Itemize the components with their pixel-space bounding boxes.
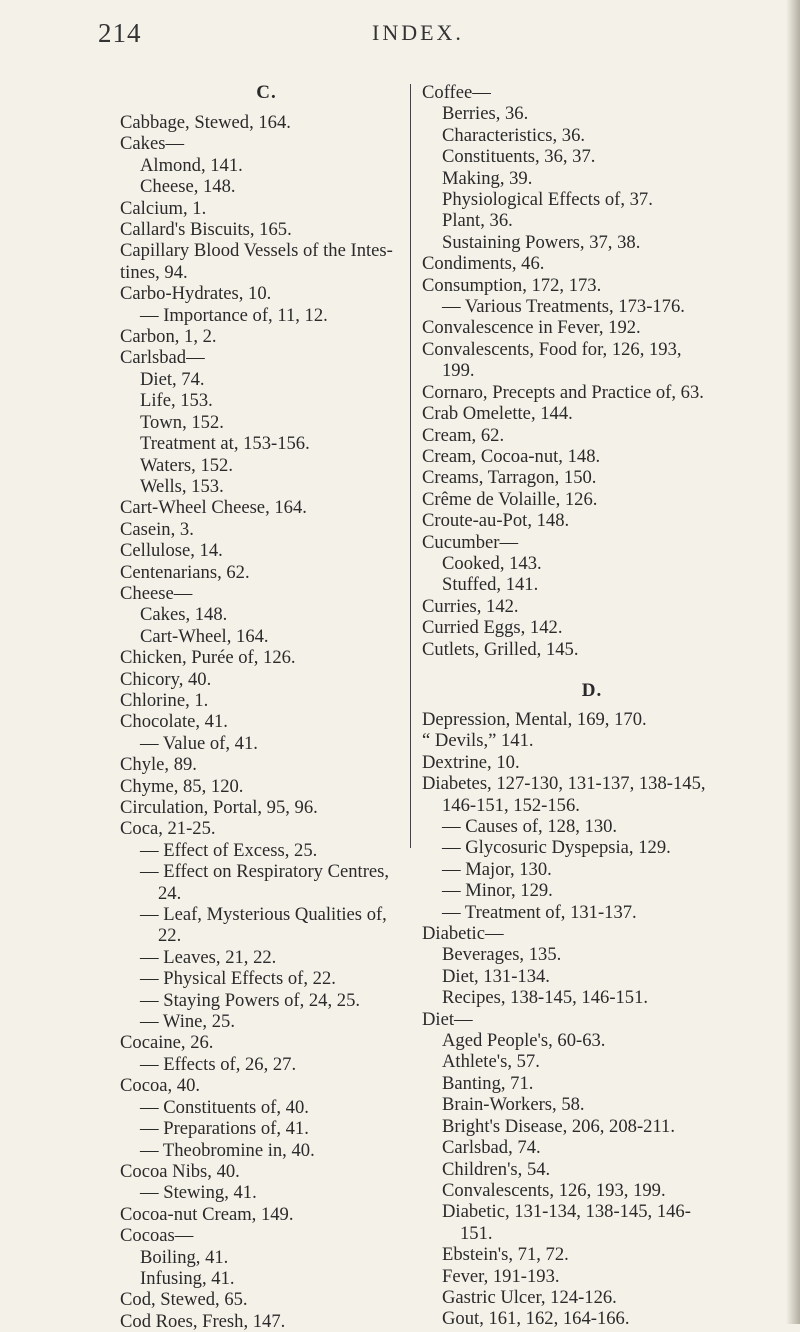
index-entry: Cellulose, 14. xyxy=(120,540,223,562)
index-entry: Constituents, 36, 37. xyxy=(442,146,596,168)
index-entry: Cocaine, 26. xyxy=(120,1032,214,1054)
index-entry: 199. xyxy=(442,360,475,382)
index-entry: Town, 152. xyxy=(140,411,224,433)
index-entry: Carlsbad— xyxy=(120,347,205,369)
index-entry: Almond, 141. xyxy=(140,154,243,176)
index-entry: Curried Eggs, 142. xyxy=(422,617,563,639)
index-entry: Convalescence in Fever, 192. xyxy=(422,317,641,339)
index-entry: Diabetes, 127-130, 131-137, 138-145, xyxy=(422,773,706,795)
index-entry: Circulation, Portal, 95, 96. xyxy=(120,797,318,818)
index-entry: Waters, 152. xyxy=(140,454,233,476)
index-entry: Calcium, 1. xyxy=(120,197,207,219)
entry-list-d xyxy=(422,709,762,1330)
index-entry: Gastric Ulcer, 124-126. xyxy=(442,1286,617,1308)
index-entry: — Physical Effects of, 22. xyxy=(140,968,336,990)
page-edge-shadow xyxy=(786,0,800,1324)
index-entry: — Effect on Respiratory Centres, xyxy=(140,861,390,883)
index-entry: Wells, 153. xyxy=(140,475,224,497)
index-entry: Crême de Volaille, 126. xyxy=(422,488,598,510)
index-entry: Carlsbad, 74. xyxy=(442,1137,541,1159)
index-entry: Carbo-Hydrates, 10. xyxy=(120,283,272,305)
index-entry: Children's, 54. xyxy=(442,1158,551,1180)
index-entry: Cocoas— xyxy=(120,1225,194,1247)
index-entry: 151. xyxy=(460,1222,493,1244)
column-divider xyxy=(410,84,411,848)
index-entry: Brain-Workers, 58. xyxy=(442,1094,585,1116)
index-entry: — Treatment of, 131-137. xyxy=(442,901,637,923)
index-entry: Coca, 21-25. xyxy=(120,818,216,840)
index-entry: Carbon, 1, 2. xyxy=(120,326,217,348)
letter-heading-d: D. xyxy=(581,679,603,701)
index-entry: Infusing, 41. xyxy=(140,1267,235,1289)
index-entry: Gout, 161, 162, 164-166. xyxy=(442,1308,630,1330)
index-entry: Characteristics, 36. xyxy=(442,124,586,146)
index-entry: Diabetic, 131-134, 138-145, 146- xyxy=(442,1201,691,1223)
index-entry: Cocoa Nibs, 40. xyxy=(120,1160,240,1182)
index-entry: Cakes, 148. xyxy=(140,604,228,626)
index-entry: Cocoa, 40. xyxy=(120,1075,201,1097)
index-entry: Cod Roes, Fresh, 147. xyxy=(120,1310,286,1332)
index-entry: Chlorine, 1. xyxy=(120,689,209,711)
running-title: INDEX. xyxy=(372,20,464,45)
index-entry: Cabbage, Stewed, 164. xyxy=(120,112,291,133)
index-entry: tines, 94. xyxy=(120,261,188,283)
index-entry: 24. xyxy=(158,882,182,904)
index-entry: Croute-au-Pot, 148. xyxy=(422,510,570,532)
index-entry: Life, 153. xyxy=(140,390,213,412)
index-entry: Chicken, Purée of, 126. xyxy=(120,647,296,669)
entry-list-c-continued xyxy=(422,82,762,660)
index-entry: Beverages, 135. xyxy=(442,944,562,966)
index-entry: Aged People's, 60-63. xyxy=(442,1030,606,1052)
index-entry: — Stewing, 41. xyxy=(140,1182,257,1204)
index-entry: 22. xyxy=(158,925,182,947)
index-entry: Curries, 142. xyxy=(422,595,519,617)
index-entry: Chyme, 85, 120. xyxy=(120,775,244,797)
index-entry: Fever, 191-193. xyxy=(442,1265,560,1287)
index-entry: — Importance of, 11, 12. xyxy=(140,304,328,326)
index-entry: — Wine, 25. xyxy=(140,1011,235,1033)
index-entry: Banting, 71. xyxy=(442,1072,534,1094)
index-entry: — Major, 130. xyxy=(442,858,552,880)
index-column-right xyxy=(422,82,762,1330)
index-entry: Depression, Mental, 169, 170. xyxy=(422,708,647,730)
index-entry: Cheese— xyxy=(120,582,193,604)
index-entry: Callard's Biscuits, 165. xyxy=(120,219,292,241)
index-entry: Centenarians, 62. xyxy=(120,561,250,583)
index-entry: Treatment at, 153-156. xyxy=(140,433,310,455)
index-entry: — Minor, 129. xyxy=(442,880,553,902)
index-entry: — Effects of, 26, 27. xyxy=(140,1053,297,1075)
index-entry: — Effect of Excess, 25. xyxy=(140,839,318,861)
index-entry: Ebstein's, 71, 72. xyxy=(442,1244,569,1266)
index-entry: Convalescents, 126, 193, 199. xyxy=(442,1179,666,1201)
index-entry: Dextrine, 10. xyxy=(422,751,520,773)
index-column-left xyxy=(120,82,405,1332)
index-entry: Cornaro, Precepts and Practice of, 63. xyxy=(422,381,704,403)
index-entry: — Value of, 41. xyxy=(140,732,258,754)
index-entry: — Constituents of, 40. xyxy=(140,1096,309,1118)
index-entry: Cutlets, Grilled, 145. xyxy=(422,638,579,660)
index-entry: Coffee— xyxy=(422,82,491,103)
index-entry: Cocoa-nut Cream, 149. xyxy=(120,1203,294,1225)
index-entry: Diet, 74. xyxy=(140,368,205,390)
page-number: 214 xyxy=(98,18,142,48)
index-entry: Cod, Stewed, 65. xyxy=(120,1289,248,1311)
index-entry: — Staying Powers of, 24, 25. xyxy=(140,989,361,1011)
index-entry: Cakes— xyxy=(120,133,185,155)
index-entry: — Preparations of, 41. xyxy=(140,1118,309,1140)
index-entry: Athlete's, 57. xyxy=(442,1051,540,1073)
index-entry: Cucumber— xyxy=(422,531,519,553)
index-entry: Cart-Wheel, 164. xyxy=(140,625,269,647)
index-entry: Plant, 36. xyxy=(442,210,513,232)
index-entry: — Glycosuric Dyspepsia, 129. xyxy=(442,837,671,859)
index-entry: Chicory, 40. xyxy=(120,668,212,690)
index-entry: Cooked, 143. xyxy=(442,552,542,574)
index-entry: Convalescents, Food for, 126, 193, xyxy=(422,338,682,360)
entry-list-c xyxy=(120,112,405,1332)
index-entry: Capillary Blood Vessels of the Intes- xyxy=(120,240,393,262)
index-entry: — Leaf, Mysterious Qualities of, xyxy=(140,904,387,926)
index-entry: Chocolate, 41. xyxy=(120,711,228,733)
index-entry: Sustaining Powers, 37, 38. xyxy=(442,231,641,253)
index-entry: Cream, Cocoa-nut, 148. xyxy=(422,445,601,467)
index-entry: “ Devils,” 141. xyxy=(422,730,534,752)
index-entry: Chyle, 89. xyxy=(120,754,197,776)
index-entry: Cart-Wheel Cheese, 164. xyxy=(120,497,307,519)
index-entry: Casein, 3. xyxy=(120,518,194,540)
index-entry: Diet, 131-134. xyxy=(442,965,550,987)
index-entry: Cheese, 148. xyxy=(140,176,236,198)
index-entry: Diabetic— xyxy=(422,923,504,945)
index-entry: — Theobromine in, 40. xyxy=(140,1139,315,1161)
index-entry: Physiological Effects of, 37. xyxy=(442,189,653,211)
index-entry: Recipes, 138-145, 146-151. xyxy=(442,987,649,1009)
index-entry: Diet— xyxy=(422,1008,473,1030)
index-entry: Cream, 62. xyxy=(422,424,505,446)
index-entry: Making, 39. xyxy=(442,167,533,189)
index-entry: Condiments, 46. xyxy=(422,253,545,275)
index-entry: Berries, 36. xyxy=(442,103,529,125)
index-entry: — Causes of, 128, 130. xyxy=(442,816,618,837)
index-entry: Boiling, 41. xyxy=(140,1246,229,1268)
index-entry: — Various Treatments, 173-176. xyxy=(442,296,685,318)
index-entry: Crab Omelette, 144. xyxy=(422,403,573,425)
index-entry: Creams, Tarragon, 150. xyxy=(422,467,597,489)
index-entry: — Leaves, 21, 22. xyxy=(140,946,277,968)
index-entry: Consumption, 172, 173. xyxy=(422,274,602,296)
page-header xyxy=(0,12,800,52)
index-entry: Bright's Disease, 206, 208-211. xyxy=(442,1115,675,1137)
letter-heading-c: C. xyxy=(256,82,277,103)
index-entry: 146-151, 152-156. xyxy=(442,794,580,816)
index-entry: Stuffed, 141. xyxy=(442,574,539,596)
